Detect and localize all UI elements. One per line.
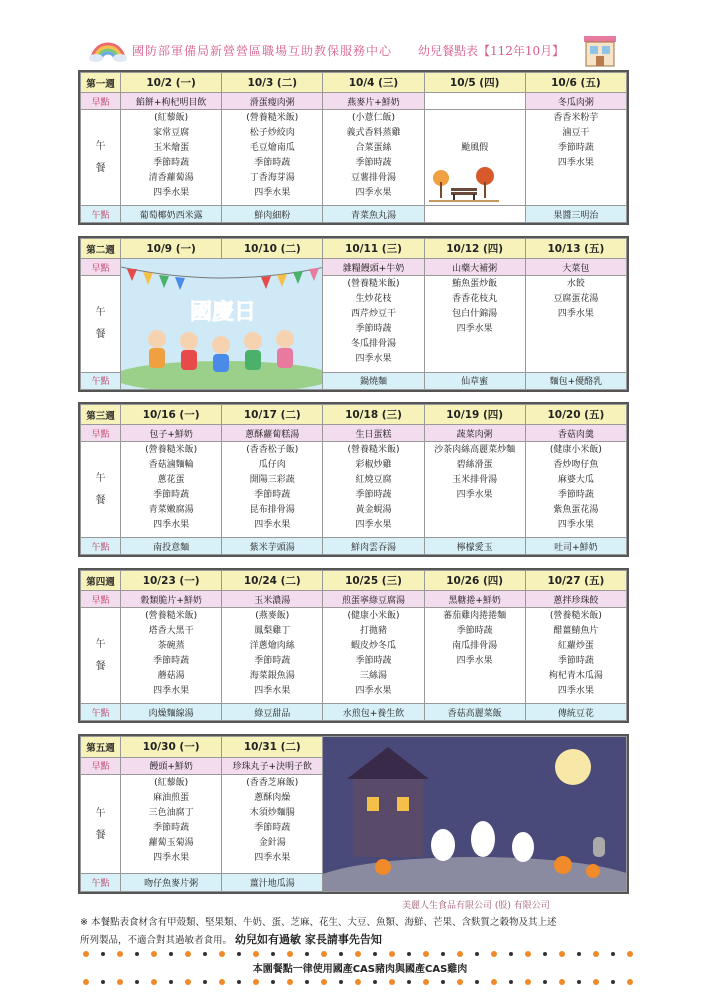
breakfast-label: 早點	[81, 259, 121, 276]
week-label: 第二週	[81, 239, 121, 259]
meat-source-note: 本園餐點一律使用國產CAS豬肉與國產CAS雞肉	[252, 964, 468, 975]
snack-cell: 葡萄椰奶西米露	[121, 206, 222, 223]
day-header: 10/4 (三)	[323, 73, 424, 93]
day-header: 10/16 (一)	[121, 405, 222, 425]
breakfast-cell: 蔬菜肉粥	[424, 425, 525, 442]
allergy-warning: 幼兒如有過敏 家長請事先告知	[235, 933, 382, 946]
lunch-cell: (燕麥飯) 鳳梨雞丁 洋蔥燴肉絲 季節時蔬 海菜銀魚湯 四季水果	[222, 608, 323, 704]
breakfast-cell: 饅頭+鮮奶	[121, 757, 222, 775]
lunch-cell: (紅藜飯) 麻油煎蛋 三色油腐丁 季節時蔬 蘿蔔玉菊湯 四季水果	[121, 775, 222, 874]
day-header: 10/2 (一)	[121, 73, 222, 93]
breakfast-label: 早點	[81, 591, 121, 608]
snack-cell: 肉燥麵線湯	[121, 704, 222, 721]
day-header: 10/12 (四)	[424, 239, 525, 259]
week-1-table	[78, 70, 629, 225]
breakfast-cell: 滑蛋瘦肉粥	[222, 93, 323, 110]
breakfast-cell: 生日蛋糕	[323, 425, 424, 442]
snack-cell: 香菇高麗菜飯	[424, 704, 525, 721]
day-header: 10/27 (五)	[525, 571, 626, 591]
week-label: 第一週	[81, 73, 121, 93]
breakfast-cell: 蔥酥蘿蔔糕湯	[222, 425, 323, 442]
snack-cell: 鍋燒麵	[323, 372, 424, 389]
lunch-cell: (營養糙米飯) 松子炒絞肉 毛豆燴南瓜 季節時蔬 丁香海芽湯 四季水果	[222, 110, 323, 206]
snack-cell: 薑汁地瓜湯	[222, 874, 323, 892]
lunch-cell: (營養糙米飯) 塔香大黑干 茶碗蒸 季節時蔬 蘑菇湯 四季水果	[121, 608, 222, 704]
lunch-label: 午 餐	[81, 775, 121, 874]
snack-cell: 水煎包+養生飲	[323, 704, 424, 721]
lunch-cell: 沙茶肉絲高麗菜炒麵 碧絲滑蛋 玉米排骨湯 四季水果	[424, 442, 525, 538]
breakfast-cell: 穀類脆片+鮮奶	[121, 591, 222, 608]
lunch-cell: (營養糙米飯) 醋薑鯖魚片 紅蘿炒蛋 季節時蔬 枸杞青木瓜湯 四季水果	[525, 608, 626, 704]
day-header: 10/11 (三)	[323, 239, 424, 259]
lunch-cell: (香香松子飯) 瓜仔肉 開陽三彩蔬 季節時蔬 昆布排骨湯 四季水果	[222, 442, 323, 538]
day-header: 10/31 (二)	[222, 737, 323, 758]
week-5-table	[78, 734, 629, 894]
breakfast-cell: 珍珠丸子+決明子飲	[222, 757, 323, 775]
day-header: 10/19 (四)	[424, 405, 525, 425]
week-label: 第三週	[81, 405, 121, 425]
day-header: 10/23 (一)	[121, 571, 222, 591]
autumn-bench-illustration	[429, 164, 499, 204]
snack-cell	[424, 206, 525, 223]
lunch-cell: (小薏仁飯) 義式香料蒸雞 合菜蛋絲 季節時蔬 豆薯排骨湯 四季水果	[323, 110, 424, 206]
snack-cell: 南投意麵	[121, 538, 222, 555]
lunch-cell: (健康小米飯) 打拋豬 蝦皮炒冬瓜 季節時蔬 三絲湯 四季水果	[323, 608, 424, 704]
breakfast-label: 早點	[81, 93, 121, 110]
national-day-illustration	[121, 259, 323, 390]
lunch-cell: (營養糙米飯) 彩椒炒雞 紅燒豆腐 季節時蔬 黃金蜆湯 四季水果	[323, 442, 424, 538]
lunch-cell: (健康小米飯) 香炒吻仔魚 麻婆大瓜 季節時蔬 紫魚蛋花湯 四季水果	[525, 442, 626, 538]
lunch-cell: (香香芝麻飯) 蔥酥肉燥 木須炒麵腸 季節時蔬 金針湯 四季水果	[222, 775, 323, 874]
snack-cell: 果醬三明治	[525, 206, 626, 223]
day-header: 10/13 (五)	[525, 239, 626, 259]
breakfast-cell: 煎蛋寧綠豆腐湯	[323, 591, 424, 608]
page-header	[0, 30, 707, 72]
day-header: 10/18 (三)	[323, 405, 424, 425]
snack-label: 午點	[81, 206, 121, 223]
day-header: 10/5 (四)	[424, 73, 525, 93]
snack-cell: 麵包+優酪乳	[525, 372, 626, 389]
snack-cell: 吐司+鮮奶	[525, 538, 626, 555]
company-name: 美麗人生食品有限公司 (股) 有限公司	[402, 901, 550, 911]
lunch-cell: 颱風假	[424, 110, 525, 206]
day-header: 10/9 (一)	[121, 239, 222, 259]
breakfast-cell	[424, 93, 525, 110]
week-label: 第五週	[81, 737, 121, 758]
breakfast-cell: 雜糧饅頭+牛奶	[323, 259, 424, 276]
house-icon	[582, 32, 618, 68]
day-header: 10/24 (二)	[222, 571, 323, 591]
snack-cell: 檸檬愛玉	[424, 538, 525, 555]
snack-cell: 鮮肉雲吞湯	[323, 538, 424, 555]
decorative-border	[80, 950, 636, 958]
day-header: 10/26 (四)	[424, 571, 525, 591]
holiday-text: 國慶日	[189, 300, 257, 325]
breakfast-cell: 包子+鮮奶	[121, 425, 222, 442]
week-3-table	[78, 402, 629, 557]
snack-cell: 綠豆甜品	[222, 704, 323, 721]
breakfast-label: 早點	[81, 757, 121, 775]
day-header: 10/17 (二)	[222, 405, 323, 425]
allergen-line-1: ※ 本餐點表食材含有甲殼類、堅果類、牛奶、蛋、芝麻、花生、大豆、魚類、海鮮、芒果、含麩質之穀物及其上述	[80, 917, 557, 928]
breakfast-cell: 冬瓜肉粥	[525, 93, 626, 110]
day-header: 10/3 (二)	[222, 73, 323, 93]
breakfast-label: 早點	[81, 425, 121, 442]
snack-label: 午點	[81, 538, 121, 555]
decorative-border	[80, 978, 636, 986]
snack-cell: 仙草蜜	[424, 372, 525, 389]
week-label: 第四週	[81, 571, 121, 591]
week-2-table	[78, 236, 629, 392]
page-title: 國防部軍備局新營營區職場互助教保服務中心	[132, 44, 393, 58]
day-header: 10/20 (五)	[525, 405, 626, 425]
breakfast-cell: 山藥大補粥	[424, 259, 525, 276]
national-day-picture	[121, 259, 323, 389]
day-header: 10/10 (二)	[222, 239, 323, 259]
breakfast-cell: 玉米濃湯	[222, 591, 323, 608]
lunch-label: 午 餐	[81, 276, 121, 373]
halloween-picture	[323, 737, 626, 891]
breakfast-cell: 餡餅+枸杞明目飲	[121, 93, 222, 110]
halloween-illustration	[323, 737, 627, 892]
snack-cell: 吻仔魚麥片粥	[121, 874, 222, 892]
day-header: 10/25 (三)	[323, 571, 424, 591]
allergen-line-2: 所列製品，不適合對其過敏者食用。 幼兒如有過敏 家長請事先告知	[80, 933, 382, 946]
rainbow-icon	[88, 36, 128, 62]
lunch-label: 午 餐	[81, 608, 121, 704]
day-header: 10/6 (五)	[525, 73, 626, 93]
snack-label: 午點	[81, 704, 121, 721]
snack-cell: 鮮肉細粉	[222, 206, 323, 223]
snack-cell: 紫米芋頭湯	[222, 538, 323, 555]
breakfast-cell: 黑糖捲+鮮奶	[424, 591, 525, 608]
breakfast-cell: 燕麥片+鮮奶	[323, 93, 424, 110]
snack-cell: 傳統豆花	[525, 704, 626, 721]
week-4-table	[78, 568, 629, 723]
page-subtitle: 幼兒餐點表【112年10月】	[418, 44, 565, 58]
snack-cell: 青菜魚丸湯	[323, 206, 424, 223]
lunch-cell: (營養糙米飯) 生炒花枝 西芹炒豆干 季節時蔬 冬瓜排骨湯 四季水果	[323, 276, 424, 373]
snack-label: 午點	[81, 874, 121, 892]
snack-label: 午點	[81, 372, 121, 389]
lunch-cell: (紅藜飯) 家常豆腐 玉米燴蛋 季節時蔬 清香蘿蔔湯 四季水果	[121, 110, 222, 206]
lunch-label: 午 餐	[81, 442, 121, 538]
lunch-cell: 香香米粉芋 滷豆干 季節時蔬 四季水果	[525, 110, 626, 206]
breakfast-cell: 香菇肉羹	[525, 425, 626, 442]
day-header: 10/30 (一)	[121, 737, 222, 758]
allergen-note	[80, 914, 640, 949]
lunch-cell: (營養糙米飯) 香菇滷麵輪 蔥花蛋 季節時蔬 青菜嫩腐湯 四季水果	[121, 442, 222, 538]
lunch-cell: 鮪魚蛋炒飯 香香花枝丸 包白什錦湯 四季水果	[424, 276, 525, 373]
breakfast-cell: 大菜包	[525, 259, 626, 276]
lunch-cell: 水餃 豆腐蛋花湯 四季水果	[525, 276, 626, 373]
lunch-label: 午 餐	[81, 110, 121, 206]
lunch-cell: 蕃茄雞肉捲捲麵 季節時蔬 南瓜排骨湯 四季水果	[424, 608, 525, 704]
breakfast-cell: 蔥拌珍珠餃	[525, 591, 626, 608]
